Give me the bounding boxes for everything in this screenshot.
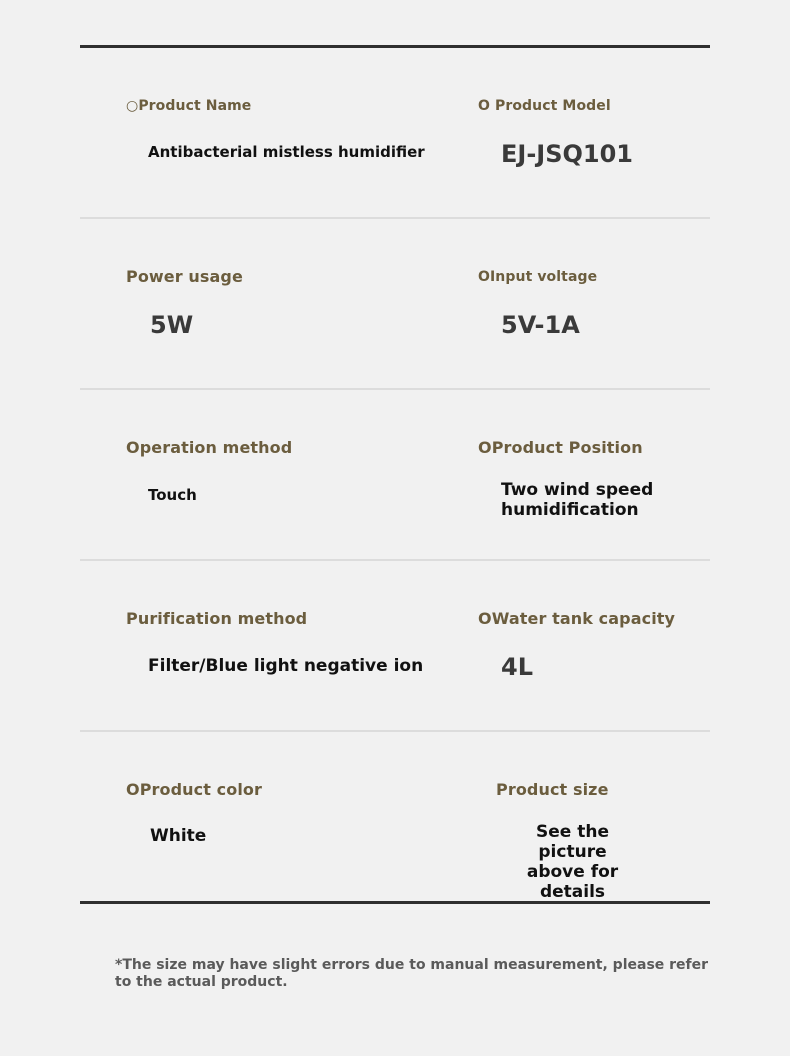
- product-position-label: OProduct Position: [478, 438, 643, 457]
- product-color-value: White: [150, 826, 207, 846]
- product-size-line: See the picture: [536, 822, 609, 862]
- product-color-label: OProduct color: [126, 780, 263, 799]
- row-divider: [80, 730, 710, 732]
- top-rule: [80, 45, 710, 48]
- product-name-label: ○Product Name: [126, 98, 252, 114]
- water-tank-capacity-label: OWater tank capacity: [478, 609, 676, 628]
- purification-method-label: Purification method: [126, 609, 308, 628]
- product-size-value: [500, 822, 645, 902]
- row-divider: [80, 217, 710, 219]
- purification-method-value: Filter/Blue light negative ion: [148, 656, 424, 676]
- operation-method-label: Operation method: [126, 438, 293, 457]
- product-model-value: EJ-JSQ101: [501, 140, 633, 168]
- product-model-label: O Product Model: [478, 98, 611, 114]
- product-size-label: Product size: [496, 780, 609, 799]
- product-position-value: [501, 480, 653, 520]
- row-divider: [80, 559, 710, 561]
- product-position-line: Two wind speed: [501, 480, 654, 500]
- input-voltage-value: 5V-1A: [501, 311, 580, 339]
- measurement-note: *The size may have slight errors due to manual measurement, please refer to the actual product.: [115, 957, 709, 990]
- input-voltage-label: OInput voltage: [478, 269, 598, 285]
- product-position-line: humidification: [501, 500, 639, 520]
- power-usage-value: 5W: [150, 311, 194, 339]
- water-tank-capacity-value: 4L: [501, 653, 533, 681]
- product-name-value: Antibacterial mistless humidifier: [148, 143, 425, 161]
- operation-method-value: Touch: [148, 486, 197, 504]
- row-divider: [80, 388, 710, 390]
- product-size-line: above for details: [526, 862, 619, 902]
- power-usage-label: Power usage: [126, 267, 243, 286]
